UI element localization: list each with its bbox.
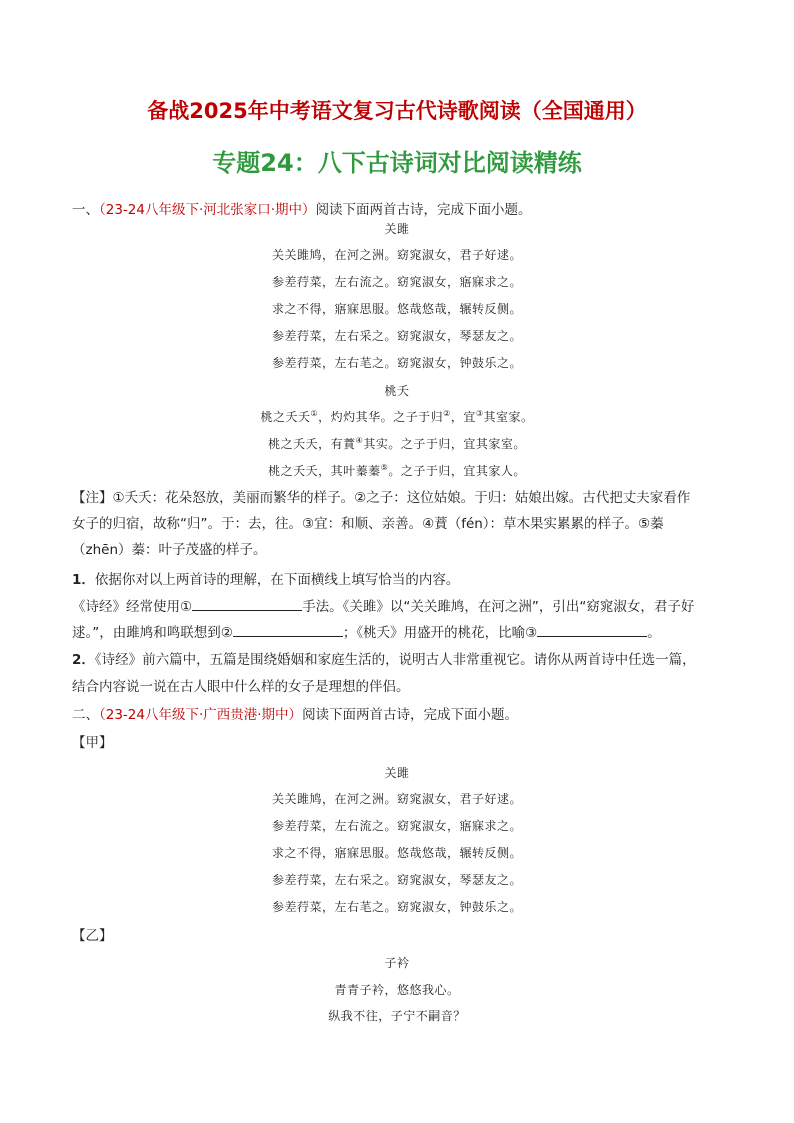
answer-blank-1[interactable] — [192, 597, 302, 611]
answer-blank-3[interactable] — [537, 623, 647, 637]
subquestion-1-line2: 《诗经》经常使用① 手法。《关雎》以“关关雎鸠，在河之洲”，引出“窈窕淑女，君子好 — [72, 599, 695, 615]
subquestion-2-line2: 结合内容说一说在古人眼中什么样的女子是理想的伴侣。 — [72, 679, 410, 695]
poem-line: 参差荇菜，左右采之。窈窕淑女，琴瑟友之。 — [271, 873, 522, 887]
note-line: 女子的归宿，故称“归”。于：去，往。③宜：和顺、亲善。④蕡（fén）：草木果实累累的样子。⑤蓁 — [72, 516, 664, 532]
poem-line: 求之不得，寤寐思服。悠哉悠哉，辗转反侧。 — [271, 846, 522, 860]
q2-number: 二、 — [72, 707, 99, 723]
q1-source: （23-24八年级下·河北张家口·期中） — [99, 202, 316, 218]
poem-line: 桃之夭夭，有蕡④其实。之子于归，宜其家室。 — [268, 436, 526, 451]
poem-line: 桃之夭夭，其叶蓁蓁⑤。之子于归，宜其家人。 — [268, 463, 526, 478]
subquestion-1: 1．依据你对以上两首诗的理解，在下面横线上填写恰当的内容。 — [72, 572, 460, 588]
note-line: （zhēn）蓁：叶子茂盛的样子。 — [72, 542, 267, 558]
document-subtitle: 专题24：八下古诗词对比阅读精练 — [212, 149, 582, 177]
poem-line: 关关雎鸠，在河之洲。窈窕淑女，君子好逑。 — [271, 248, 522, 262]
subquestion-1-line3: 逑。”，由雎鸠和鸣联想到② ；《桃夭》用盛开的桃花，比喻③ 。 — [72, 625, 661, 641]
subquestion-2: 2．《诗经》前六篇中，五篇是围绕婚姻和家庭生活的，说明古人非常重视它。请你从两首诗中任选一篇， — [72, 652, 696, 668]
label-jia: 【甲】 — [72, 735, 113, 751]
poem-line: 参差荇菜，左右芼之。窈窕淑女，钟鼓乐之。 — [271, 900, 522, 914]
poem-line: 关关雎鸠，在河之洲。窈窕淑女，君子好逑。 — [271, 792, 522, 806]
document-title: 备战2025年中考语文复习古代诗歌阅读（全国通用） — [147, 99, 647, 123]
q2-instruction: 阅读下面两首古诗，完成下面小题。 — [302, 707, 519, 723]
q1-instruction: 阅读下面两首古诗，完成下面小题。 — [315, 202, 532, 218]
poem-line: 纵我不往，子宁不嗣音？ — [328, 1009, 466, 1023]
poem-title-guanju: 关雎 — [384, 766, 410, 780]
poem-line: 参差荇菜，左右采之。窈窕淑女，琴瑟友之。 — [271, 329, 522, 343]
poem-title-guanju: 关雎 — [384, 222, 410, 236]
q2-source: （23-24八年级下·广西贵港·期中） — [99, 707, 303, 723]
poem-line: 参差荇菜，左右芼之。窈窕淑女，钟鼓乐之。 — [271, 356, 522, 370]
poem-title-taoyao: 桃夭 — [384, 384, 410, 398]
answer-blank-2[interactable] — [233, 623, 343, 637]
note-line: 【注】①夭夭：花朵怒放，美丽而繁华的样子。②之子：这位姑娘。于归：姑娘出嫁。古代把丈夫家看作 — [72, 490, 691, 506]
label-yi: 【乙】 — [72, 928, 113, 944]
q1-number: 一、 — [72, 202, 99, 218]
poem-line: 青青子衿，悠悠我心。 — [334, 983, 460, 997]
poem-line: 参差荇菜，左右流之。窈窕淑女，寤寐求之。 — [271, 819, 522, 833]
poem-line: 桃之夭夭①，灼灼其华。之子于归②，宜③其室家。 — [260, 409, 534, 424]
poem-line: 求之不得，寤寐思服。悠哉悠哉，辗转反侧。 — [271, 302, 522, 316]
poem-title-zijin: 子衿 — [384, 956, 410, 970]
q1-header — [72, 200, 532, 220]
q2-header — [72, 705, 518, 725]
poem-line: 参差荇菜，左右流之。窈窕淑女，寤寐求之。 — [271, 275, 522, 289]
